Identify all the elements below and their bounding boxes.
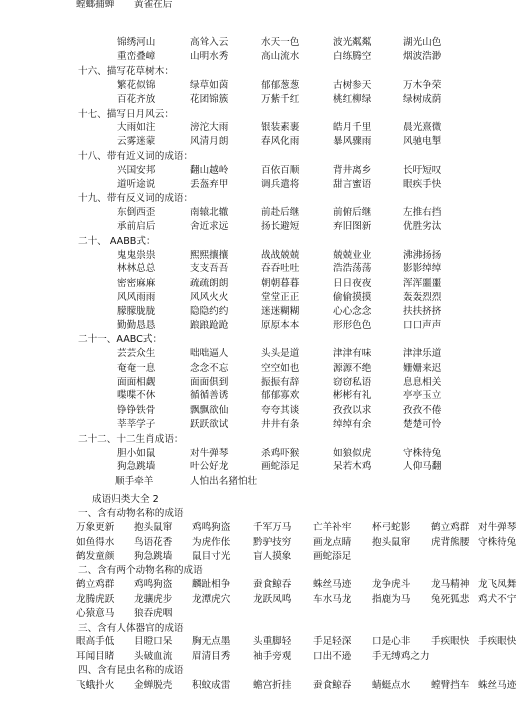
idiom: 林林总总 — [117, 263, 156, 274]
idiom-row — [0, 349, 500, 362]
heading-text: 四、含有昆虫名称的成语 — [78, 665, 184, 676]
idiom: 轰轰烈烈 — [403, 292, 442, 303]
heading-text: 十七、描写日月风云： — [78, 109, 174, 120]
idiom: 春风化雨 — [261, 136, 300, 147]
idiom-row — [0, 609, 500, 622]
idiom: 浑浑噩噩 — [403, 278, 442, 289]
idiom: 原原本本 — [261, 320, 300, 331]
idiom: 扶扶挤挤 — [403, 306, 442, 317]
idiom: 迷迷糊糊 — [261, 306, 300, 317]
idiom: 鸡鸣狗盗 — [192, 522, 231, 533]
idiom: 白练腾空 — [333, 51, 372, 62]
idiom: 狗急跳墙 — [134, 551, 173, 562]
idiom: 蛛丝马迹 — [478, 680, 516, 691]
idiom: 画龙点睛 — [313, 537, 352, 548]
idiom: 波光粼粼 — [333, 37, 372, 48]
idiom: 飞蛾扑火 — [76, 680, 115, 691]
idiom: 津津有味 — [333, 348, 372, 359]
idiom: 螳臂挡车 — [431, 680, 470, 691]
idiom-row — [0, 293, 500, 306]
idiom: 郁郁寡欢 — [261, 390, 300, 401]
idiom: 吞吞吐吐 — [261, 263, 300, 274]
idiom: 朦朦胧胧 — [117, 306, 156, 317]
idiom: 晨光熹微 — [403, 122, 442, 133]
idiom: 百花齐放 — [117, 94, 156, 105]
idiom: 亭亭玉立 — [403, 390, 442, 401]
idiom-row — [0, 279, 500, 292]
idiom: 龙争虎斗 — [372, 579, 411, 590]
section-heading — [0, 509, 500, 522]
section-heading — [0, 335, 500, 348]
idiom: 麟趾相争 — [192, 579, 231, 590]
section-heading — [0, 666, 500, 679]
idiom: 狼吞虎咽 — [134, 608, 173, 619]
idiom-row — [0, 222, 500, 235]
idiom: 目瞪口呆 — [134, 636, 173, 647]
idiom: 耳闻目睹 — [76, 651, 115, 662]
heading-text: 二十一、AABC式： — [78, 334, 163, 345]
idiom: 手疾眼快 — [431, 636, 470, 647]
idiom: 繁花似锦 — [117, 80, 156, 91]
idiom: 芸芸众生 — [117, 348, 156, 359]
idiom: 眼疾手快 — [403, 179, 442, 190]
idiom-row — [0, 552, 500, 565]
idiom-row — [0, 52, 500, 65]
idiom: 前赴后继 — [261, 207, 300, 218]
idiom: 调兵遣将 — [261, 179, 300, 190]
idiom: 姗姗来迟 — [403, 363, 442, 374]
idiom: 皓月千里 — [333, 122, 372, 133]
heading-text: 十九、带有反义词的成语： — [78, 193, 194, 204]
idiom: 承前启后 — [117, 221, 156, 232]
idiom: 水天一色 — [261, 37, 300, 48]
idiom: 扬长避短 — [261, 221, 300, 232]
idiom-row — [0, 579, 516, 593]
idiom: 鸟语花香 — [134, 537, 173, 548]
idiom: 口出不逊 — [313, 651, 352, 662]
idiom: 积蚊成雷 — [192, 680, 231, 691]
idiom: 弃旧图新 — [333, 221, 372, 232]
heading-text: 二、含有两个动物名称的成语 — [78, 565, 203, 576]
idiom-row — [0, 95, 500, 108]
idiom: 锦绣河山 — [117, 37, 156, 48]
idiom: 道听途说 — [117, 179, 156, 190]
idiom: 为虎作伥 — [192, 537, 231, 548]
idiom: 杯弓蛇影 — [372, 522, 411, 533]
idiom: 奄奄一息 — [117, 363, 156, 374]
idiom: 人仰马翻 — [403, 461, 442, 472]
idiom: 绰绰有余 — [333, 419, 372, 430]
idiom: 重峦叠嶂 — [117, 51, 156, 62]
idiom: 浩浩荡荡 — [333, 263, 372, 274]
idiom: 头头是道 — [261, 348, 300, 359]
idiom-row — [0, 166, 500, 179]
idiom: 偷偷摸摸 — [333, 292, 372, 303]
idiom-row — [0, 364, 500, 377]
idiom-row — [0, 321, 500, 334]
idiom: 支支吾吾 — [190, 263, 229, 274]
idiom: 盲人摸象 — [253, 551, 292, 562]
idiom: 黄雀在后 — [134, 0, 173, 10]
idiom: 银装素裹 — [261, 122, 300, 133]
idiom: 振振有辞 — [261, 377, 300, 388]
idiom: 金蝉脱壳 — [134, 680, 173, 691]
heading-text: 三、含有人体器官的成语 — [78, 623, 184, 634]
idiom: 蟾宫折挂 — [253, 680, 292, 691]
idiom: 前俯后继 — [333, 207, 372, 218]
idiom: 手疾眼快 — [478, 636, 516, 647]
idiom-row — [0, 38, 500, 51]
section-heading — [0, 495, 500, 508]
idiom-row — [0, 462, 500, 475]
idiom: 万紫千红 — [261, 94, 300, 105]
idiom: 龙跃凤鸣 — [253, 594, 292, 605]
idiom: 形形色色 — [333, 320, 372, 331]
idiom: 口是心非 — [372, 636, 411, 647]
idiom: 云雾迷蒙 — [117, 136, 156, 147]
idiom: 滂沱大雨 — [190, 122, 229, 133]
idiom: 战战兢兢 — [261, 250, 300, 261]
idiom: 百依百顺 — [261, 165, 300, 176]
idiom: 抱头鼠窜 — [134, 522, 173, 533]
idiom: 万象更新 — [76, 522, 115, 533]
idiom: 头破血流 — [134, 651, 173, 662]
idiom-row — [0, 123, 500, 136]
idiom: 朝朝暮暮 — [261, 278, 300, 289]
idiom: 黔驴技穷 — [253, 537, 292, 548]
idiom-row — [0, 81, 500, 94]
idiom: 津津乐道 — [403, 348, 442, 359]
idiom: 头重脚轻 — [253, 636, 292, 647]
idiom: 风风火火 — [190, 292, 229, 303]
idiom: 兴国安邦 — [117, 165, 156, 176]
heading-text: 十六、描写花草树木： — [78, 66, 174, 77]
idiom: 鬼鬼祟祟 — [117, 250, 156, 261]
idiom: 狗急跳墙 — [117, 461, 156, 472]
section-heading — [0, 237, 500, 250]
idiom: 风驰电掣 — [403, 136, 442, 147]
idiom: 跃跃欲试 — [190, 419, 229, 430]
idiom: 守株待兔 — [478, 537, 516, 548]
section-heading — [0, 624, 500, 637]
section-heading — [0, 194, 500, 207]
heading-text: 成语归类大全 2 — [92, 494, 159, 505]
idiom: 铮铮铁骨 — [117, 405, 156, 416]
idiom: 呆若木鸡 — [333, 461, 372, 472]
idiom: 人怕出名猪怕壮 — [190, 476, 258, 487]
section-heading — [0, 67, 500, 80]
idiom: 龙骧虎步 — [134, 594, 173, 605]
idiom: 勤勤恳恳 — [117, 320, 156, 331]
heading-text: 十八、带有近义词的成语： — [78, 151, 194, 162]
idiom: 绿草如茵 — [190, 80, 229, 91]
idiom: 如狼似虎 — [333, 448, 372, 459]
idiom: 熙熙攘攘 — [190, 250, 229, 261]
idiom: 龙马精神 — [431, 579, 470, 590]
idiom: 袖手旁观 — [253, 651, 292, 662]
idiom: 螳螂捕蝉 — [76, 0, 115, 10]
idiom-row — [0, 406, 500, 419]
idiom: 蜻蜓点水 — [372, 680, 411, 691]
idiom: 面面相觑 — [117, 377, 156, 388]
idiom: 楚楚可怜 — [403, 419, 442, 430]
idiom-row — [0, 0, 500, 13]
idiom: 胆小如鼠 — [117, 448, 156, 459]
idiom: 顺手牵羊 — [115, 476, 154, 487]
idiom-row — [0, 208, 500, 221]
idiom: 飘飘欲仙 — [190, 405, 229, 416]
idiom: 对牛弹琴 — [478, 522, 516, 533]
idiom: 守株待兔 — [403, 448, 442, 459]
idiom: 息息相关 — [403, 377, 442, 388]
idiom: 夸夸其谈 — [261, 405, 300, 416]
idiom: 翻山越岭 — [190, 165, 229, 176]
heading-text: 二十、 AABB式： — [78, 236, 156, 247]
idiom: 鸡鸣狗盗 — [134, 579, 173, 590]
idiom: 丢盔弃甲 — [190, 179, 229, 190]
idiom: 杀鸡吓猴 — [261, 448, 300, 459]
idiom: 叶公好龙 — [190, 461, 229, 472]
idiom: 孜孜以求 — [333, 405, 372, 416]
idiom: 抱头鼠窜 — [372, 537, 411, 548]
idiom: 兔死狐悲 — [431, 594, 470, 605]
heading-text: 二十二、十二生肖成语： — [78, 434, 184, 445]
idiom: 高耸入云 — [190, 37, 229, 48]
idiom: 蚕食鲸吞 — [313, 680, 352, 691]
idiom-row — [0, 420, 500, 433]
idiom: 南辕北辙 — [190, 207, 229, 218]
heading-text: 一、含有动物名称的成语 — [78, 508, 184, 519]
idiom-row — [0, 594, 516, 608]
idiom: 千军万马 — [253, 522, 292, 533]
idiom-row — [0, 180, 500, 193]
idiom: 堂堂正正 — [261, 292, 300, 303]
idiom: 喋喋不休 — [117, 390, 156, 401]
idiom-row — [0, 391, 500, 404]
idiom: 万木争荣 — [403, 80, 442, 91]
idiom: 胸无点墨 — [192, 636, 231, 647]
idiom: 如鱼得水 — [76, 537, 115, 548]
idiom: 心心念念 — [333, 306, 372, 317]
section-heading — [0, 152, 500, 165]
idiom: 龙潭虎穴 — [192, 594, 231, 605]
section-heading — [0, 435, 500, 448]
idiom: 背井离乡 — [333, 165, 372, 176]
idiom-row — [0, 137, 500, 150]
idiom-row — [0, 537, 516, 551]
idiom: 手足轻深 — [313, 636, 352, 647]
idiom: 鹤立鸡群 — [76, 579, 115, 590]
idiom: 风风雨雨 — [117, 292, 156, 303]
idiom: 循循善诱 — [190, 390, 229, 401]
idiom: 咄咄逼人 — [190, 348, 229, 359]
idiom: 暴风骤雨 — [333, 136, 372, 147]
idiom: 口口声声 — [403, 320, 442, 331]
idiom: 龙飞凤舞 — [478, 579, 516, 590]
idiom: 踉踉跄跄 — [190, 320, 229, 331]
idiom: 窃窃私语 — [333, 377, 372, 388]
idiom: 面面俱到 — [190, 377, 229, 388]
idiom: 桃红柳绿 — [333, 94, 372, 105]
idiom: 沸沸扬扬 — [403, 250, 442, 261]
idiom: 隐隐约约 — [190, 306, 229, 317]
idiom: 井井有条 — [261, 419, 300, 430]
idiom: 彬彬有礼 — [333, 390, 372, 401]
idiom: 孜孜不倦 — [403, 405, 442, 416]
idiom: 心猿意马 — [76, 608, 115, 619]
idiom: 湖光山色 — [403, 37, 442, 48]
idiom: 眼高手低 — [76, 636, 115, 647]
idiom-row — [0, 307, 500, 320]
idiom: 蚕食鲸吞 — [253, 579, 292, 590]
section-heading — [0, 566, 500, 579]
idiom: 日日夜夜 — [333, 278, 372, 289]
idiom: 花团锦簇 — [190, 94, 229, 105]
idiom: 郁郁葱葱 — [261, 80, 300, 91]
idiom-row — [0, 636, 516, 650]
idiom: 甜言蜜语 — [333, 179, 372, 190]
idiom: 念念不忘 — [190, 363, 229, 374]
idiom: 画蛇添足 — [313, 551, 352, 562]
idiom: 源源不绝 — [333, 363, 372, 374]
idiom: 莘莘学子 — [117, 419, 156, 430]
idiom: 绿树成荫 — [403, 94, 442, 105]
idiom: 指鹿为马 — [372, 594, 411, 605]
idiom: 左推右挡 — [403, 207, 442, 218]
idiom: 虎背熊腰 — [431, 537, 470, 548]
idiom: 密密麻麻 — [117, 278, 156, 289]
idiom: 疏疏朗朗 — [190, 278, 229, 289]
idiom-row — [0, 680, 516, 694]
idiom: 舍近求远 — [190, 221, 229, 232]
idiom: 鼠目寸光 — [192, 551, 231, 562]
idiom: 古树参天 — [333, 80, 372, 91]
idiom: 车水马龙 — [313, 594, 352, 605]
idiom: 对牛弹琴 — [190, 448, 229, 459]
idiom: 优胜劣汰 — [403, 221, 442, 232]
idiom: 鸡犬不宁 — [478, 594, 516, 605]
idiom: 高山流水 — [261, 51, 300, 62]
idiom: 眉清目秀 — [192, 651, 231, 662]
idiom: 龙腾虎跃 — [76, 594, 115, 605]
idiom-row — [0, 264, 500, 277]
idiom-row — [0, 652, 500, 665]
idiom: 鹤发童颜 — [76, 551, 115, 562]
idiom: 东倒西歪 — [117, 207, 156, 218]
idiom: 兢兢业业 — [333, 250, 372, 261]
idiom: 风清月朗 — [190, 136, 229, 147]
idiom: 空空如也 — [261, 363, 300, 374]
idiom: 蛛丝马迹 — [313, 579, 352, 590]
idiom-row — [0, 522, 516, 536]
idiom: 山明水秀 — [190, 51, 229, 62]
idiom: 鹤立鸡群 — [431, 522, 470, 533]
idiom-row — [0, 477, 500, 490]
idiom: 烟波浩渺 — [403, 51, 442, 62]
idiom: 影影绰绰 — [403, 263, 442, 274]
idiom: 画蛇添足 — [261, 461, 300, 472]
idiom: 手无缚鸡之力 — [372, 651, 430, 662]
idiom: 大雨如注 — [117, 122, 156, 133]
idiom: 亡羊补牢 — [313, 522, 352, 533]
idiom: 长吁短叹 — [403, 165, 442, 176]
